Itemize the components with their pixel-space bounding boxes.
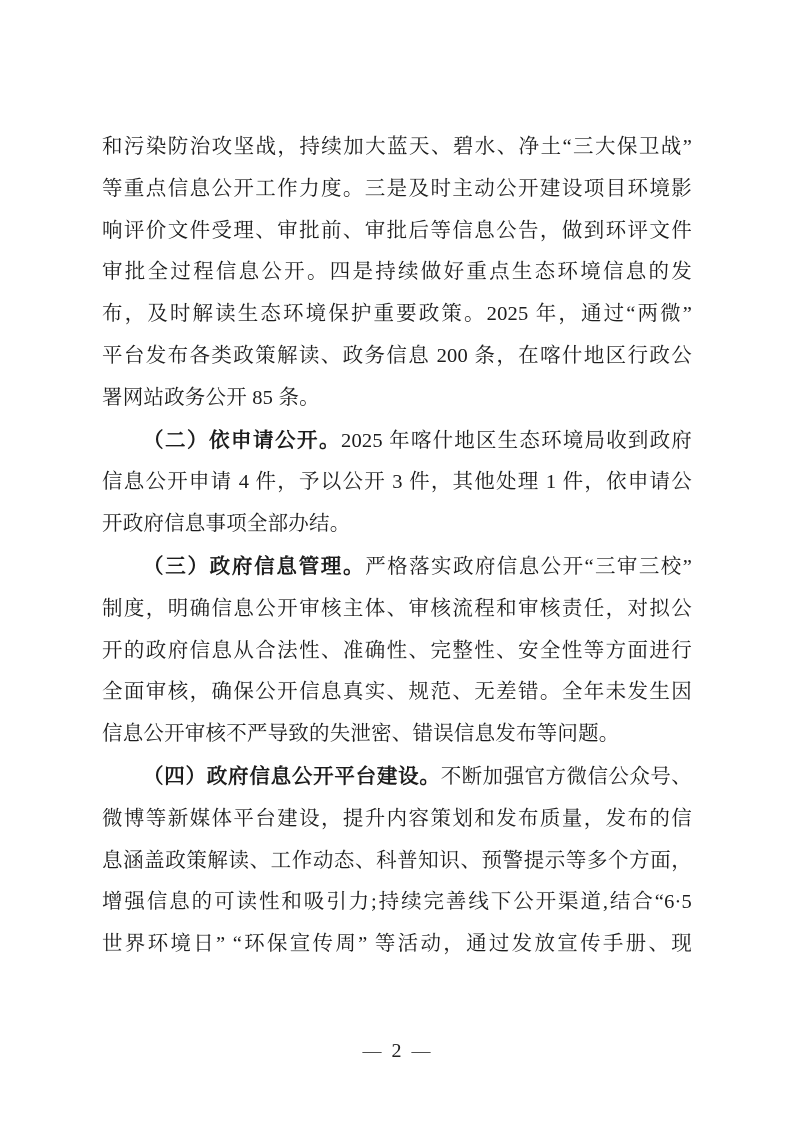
section-heading: （二）依申请公开。 bbox=[143, 428, 342, 452]
text-segment: 平台发布各类政策解读、政务信息 200 条，在喀什地区行政公 bbox=[102, 344, 692, 367]
text-segment: 不断加强官方微信公众号、 bbox=[440, 765, 693, 788]
page-footer bbox=[0, 1038, 793, 1065]
text-line bbox=[102, 882, 692, 924]
text-segment: 微博等新媒体平台建设，提升内容策划和发布质量，发布的信 bbox=[102, 807, 692, 830]
text-line bbox=[102, 924, 692, 966]
section-heading: （四）政府信息公开平台建设。 bbox=[143, 764, 441, 788]
text-segment: 信息公开申请 4 件，予以公开 3 件，其他处理 1 件，依申请公 bbox=[102, 471, 692, 494]
text-segment: 开的政府信息从合法性、准确性、完整性、安全性等方面进行 bbox=[102, 639, 692, 662]
text-line bbox=[102, 336, 692, 378]
section-heading: （三）政府信息管理。 bbox=[143, 554, 366, 578]
text-line bbox=[102, 211, 692, 253]
document-body bbox=[102, 127, 692, 966]
text-segment: 世界环境日” “环保宣传周” 等活动，通过发放宣传手册、现 bbox=[102, 933, 692, 956]
text-line bbox=[102, 714, 692, 756]
text-segment: 布，及时解读生态环境保护重要政策。2025 年，通过“两微” bbox=[102, 303, 692, 326]
text-line bbox=[102, 589, 692, 631]
text-segment: 署网站政务公开 85 条。 bbox=[102, 386, 320, 409]
text-segment: 响评价文件受理、审批前、审批后等信息公告，做到环评文件 bbox=[102, 219, 692, 242]
text-segment: 制度，明确信息公开审核主体、审核流程和审核责任，对拟公 bbox=[102, 597, 692, 620]
paragraph bbox=[102, 546, 692, 756]
text-line bbox=[102, 378, 692, 420]
paragraph bbox=[102, 420, 692, 546]
text-line bbox=[102, 756, 692, 799]
paragraph bbox=[102, 127, 692, 420]
text-line bbox=[102, 420, 692, 463]
text-segment: 严格落实政府信息公开“三审三校” bbox=[365, 555, 693, 578]
text-segment: 信息公开审核不严导致的失泄密、错误信息发布等问题。 bbox=[102, 723, 620, 746]
text-line bbox=[102, 462, 692, 504]
text-line bbox=[102, 546, 692, 589]
text-line bbox=[102, 799, 692, 841]
text-line bbox=[102, 672, 692, 714]
footer-dash-left: — bbox=[362, 1041, 382, 1062]
footer-dash-right: — bbox=[411, 1041, 431, 1062]
text-segment: 等重点信息公开工作力度。三是及时主动公开建设项目环境影 bbox=[102, 177, 692, 200]
text-line bbox=[102, 169, 692, 211]
text-segment: 开政府信息事项全部办结。 bbox=[102, 513, 351, 536]
text-segment: 审批全过程信息公开。四是持续做好重点生态环境信息的发 bbox=[102, 261, 692, 284]
text-line bbox=[102, 252, 692, 294]
text-line bbox=[102, 504, 692, 546]
text-line bbox=[102, 631, 692, 673]
paragraph bbox=[102, 756, 692, 966]
text-segment: 全面审核，确保公开信息真实、规范、无差错。全年未发生因 bbox=[102, 681, 692, 704]
text-line bbox=[102, 294, 692, 336]
text-segment: 息涵盖政策解读、工作动态、科普知识、预警提示等多个方面， bbox=[102, 849, 692, 872]
page-number: 2 bbox=[391, 1040, 402, 1062]
text-line bbox=[102, 127, 692, 169]
text-segment: 和污染防治攻坚战，持续加大蓝天、碧水、净土“三大保卫战” bbox=[102, 136, 692, 158]
text-line bbox=[102, 841, 692, 883]
text-segment: 2025 年喀什地区生态环境局收到政府 bbox=[341, 429, 692, 452]
text-segment: 增强信息的可读性和吸引力;持续完善线下公开渠道,结合“6·5 bbox=[102, 891, 692, 914]
